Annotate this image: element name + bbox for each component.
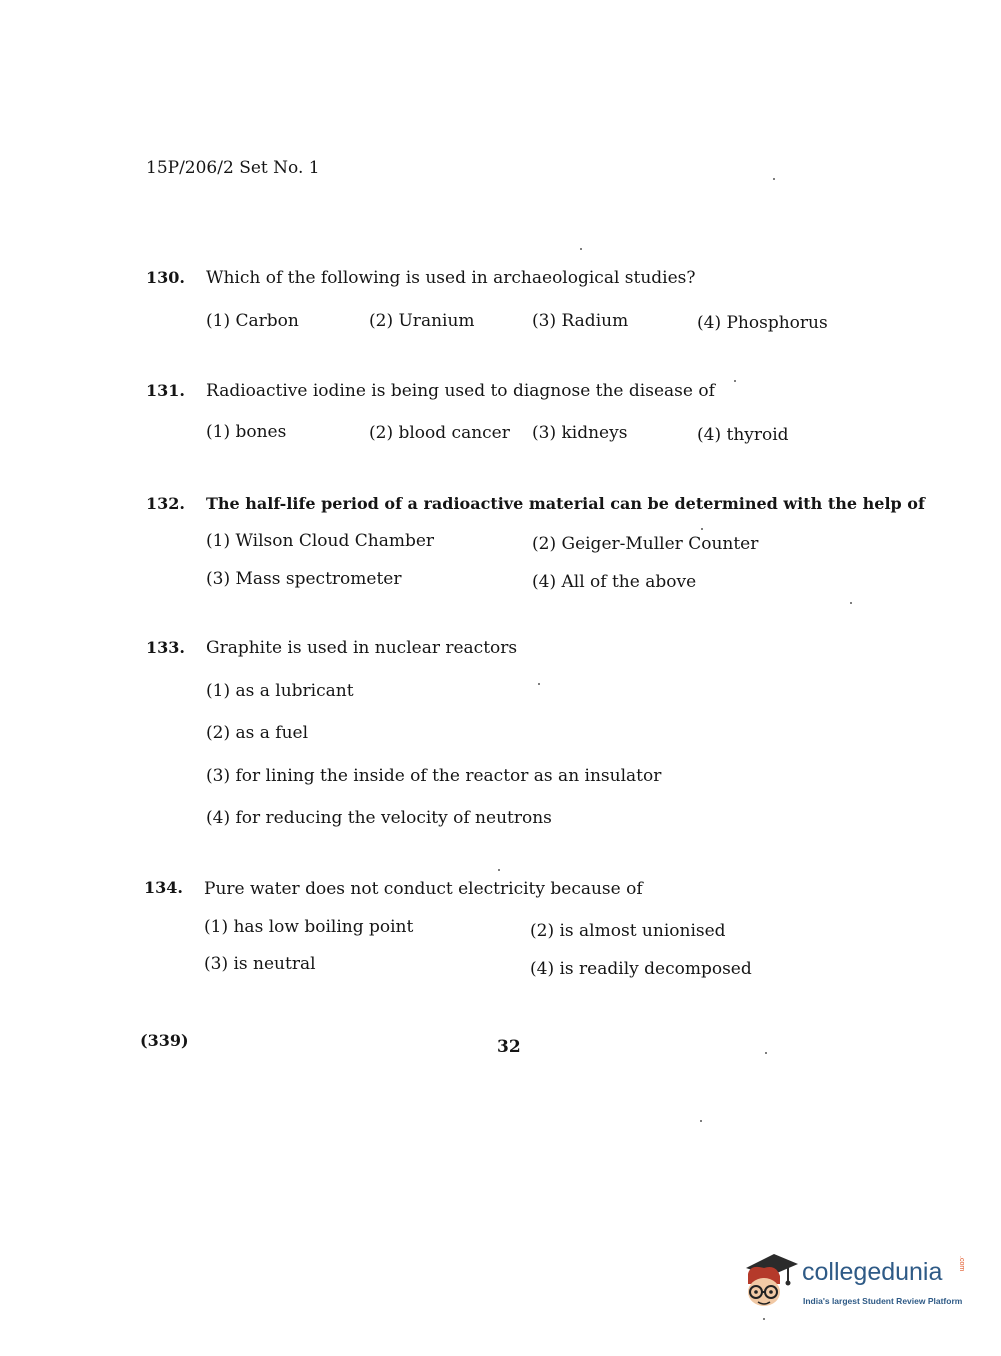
question-number: 134. <box>144 878 183 897</box>
logo-tagline: India's largest Student Review Platform <box>803 1296 963 1306</box>
scan-speck <box>773 178 775 180</box>
option: (2) Geiger-Muller Counter <box>532 534 759 554</box>
option: (4) is readily decomposed <box>530 959 752 979</box>
page-number: 32 <box>497 1037 521 1057</box>
question-text: Which of the following is used in archaeological studies? <box>206 268 696 288</box>
scan-speck <box>498 869 500 871</box>
option: (4) All of the above <box>532 572 697 592</box>
option: (3) Radium <box>532 311 629 331</box>
option: (1) Carbon <box>206 311 299 331</box>
scan-speck <box>700 1120 702 1122</box>
option: (2) blood cancer <box>369 423 510 443</box>
question-text: Pure water does not conduct electricity because of <box>204 879 643 899</box>
option: (3) is neutral <box>204 954 316 974</box>
question-number: 130. <box>146 268 185 287</box>
option: (3) for lining the inside of the reactor as an insulator <box>206 766 662 786</box>
question-text: Graphite is used in nuclear reactors <box>206 638 518 658</box>
option: (1) as a lubricant <box>206 681 354 701</box>
option: (4) Phosphorus <box>697 313 828 333</box>
option: (4) for reducing the velocity of neutrons <box>206 808 552 828</box>
scan-speck <box>850 602 852 604</box>
scan-speck <box>734 380 736 382</box>
scan-speck <box>580 248 582 250</box>
logo-wordmark: collegedunia <box>802 1258 943 1286</box>
option: (3) Mass spectrometer <box>206 569 402 589</box>
footer-code: (339) <box>140 1031 189 1050</box>
option: (2) Uranium <box>369 311 475 331</box>
option: (1) Wilson Cloud Chamber <box>206 531 435 551</box>
option: (1) bones <box>206 422 287 442</box>
question-number: 131. <box>146 381 185 400</box>
question-number: 132. <box>146 494 185 513</box>
option: (1) has low boiling point <box>204 917 414 937</box>
mascot-icon <box>740 1250 800 1314</box>
logo-suffix: .com <box>958 1256 965 1272</box>
question-text: The half-life period of a radioactive material can be determined with the help of <box>206 494 925 513</box>
option: (3) kidneys <box>532 423 628 443</box>
scan-speck <box>701 528 703 530</box>
question-number: 133. <box>146 638 185 657</box>
option: (2) is almost unionised <box>530 921 726 941</box>
scan-speck <box>765 1052 767 1054</box>
paper-code-header: 15P/206/2 Set No. 1 <box>146 158 320 178</box>
option: (4) thyroid <box>697 425 789 445</box>
scan-speck <box>538 683 540 685</box>
question-text: Radioactive iodine is being used to diagnose the disease of <box>206 381 715 401</box>
collegedunia-logo <box>740 1250 970 1320</box>
option: (2) as a fuel <box>206 723 309 743</box>
